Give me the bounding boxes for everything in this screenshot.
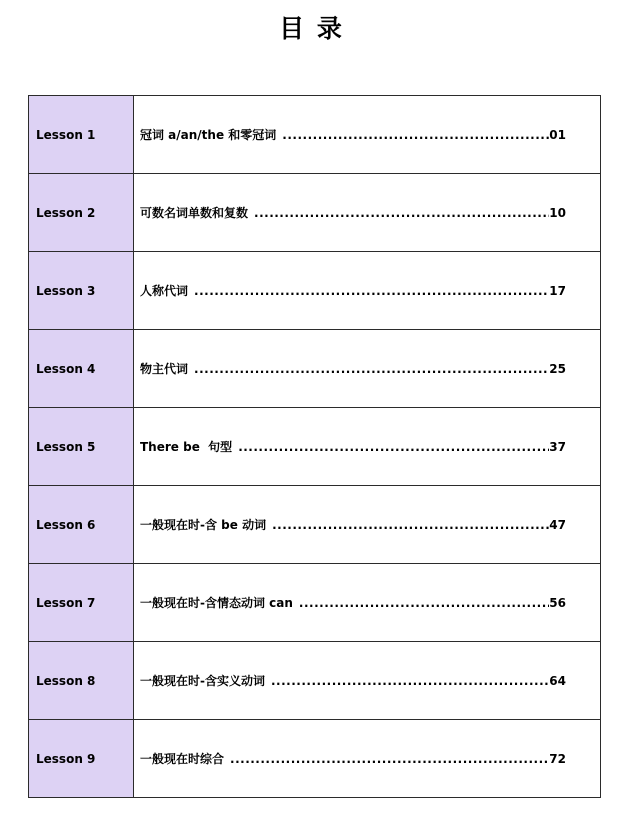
- toc-entry[interactable]: [134, 96, 601, 174]
- toc-entry[interactable]: [134, 642, 601, 720]
- page-number: 25: [549, 362, 566, 376]
- lesson-topic: 一般现在时-含情态动词 can: [140, 596, 293, 610]
- toc-entry[interactable]: [134, 564, 601, 642]
- dot-leader: [238, 440, 549, 454]
- page-title: 目 录: [279, 14, 344, 43]
- dot-leader: [272, 518, 549, 532]
- page-number: 37: [549, 440, 566, 454]
- toc-entry[interactable]: [134, 408, 601, 486]
- toc-row[interactable]: [29, 564, 601, 642]
- page-number: 01: [549, 128, 566, 142]
- toc-row[interactable]: [29, 174, 601, 252]
- toc-entry[interactable]: [134, 486, 601, 564]
- lesson-label: Lesson 5: [29, 408, 134, 486]
- lesson-topic: 一般现在时-含 be 动词: [140, 518, 267, 532]
- lesson-label: Lesson 6: [29, 486, 134, 564]
- lesson-topic: There be 句型: [140, 440, 233, 454]
- lesson-topic: 一般现在时综合: [140, 752, 225, 766]
- lesson-label: Lesson 9: [29, 720, 134, 798]
- lesson-topic: 物主代词: [140, 362, 189, 376]
- lesson-label: Lesson 7: [29, 564, 134, 642]
- toc-row[interactable]: [29, 330, 601, 408]
- lesson-label: Lesson 3: [29, 252, 134, 330]
- page-number: 47: [549, 518, 566, 532]
- page-number: 10: [549, 206, 566, 220]
- lesson-label: Lesson 8: [29, 642, 134, 720]
- lesson-label: Lesson 2: [29, 174, 134, 252]
- toc-entry[interactable]: [134, 174, 601, 252]
- toc-table: [28, 95, 601, 798]
- dot-leader: [271, 674, 549, 688]
- dot-leader: [194, 284, 549, 298]
- page-number: 64: [549, 674, 566, 688]
- dot-leader: [194, 362, 549, 376]
- page-number: 72: [549, 752, 566, 766]
- toc-row[interactable]: [29, 486, 601, 564]
- dot-leader: [254, 206, 549, 220]
- page-number: 56: [549, 596, 566, 610]
- toc-row[interactable]: [29, 720, 601, 798]
- lesson-topic: 人称代词: [140, 284, 189, 298]
- lesson-topic: 可数名词单数和复数: [140, 206, 249, 220]
- page-number: 17: [549, 284, 566, 298]
- dot-leader: [230, 752, 549, 766]
- toc-entry[interactable]: [134, 252, 601, 330]
- lesson-label: Lesson 4: [29, 330, 134, 408]
- toc-entry[interactable]: [134, 720, 601, 798]
- toc-entry[interactable]: [134, 330, 601, 408]
- toc-row[interactable]: [29, 252, 601, 330]
- dot-leader: [282, 128, 549, 142]
- lesson-topic: 一般现在时-含实义动词: [140, 674, 265, 688]
- dot-leader: [299, 596, 549, 610]
- toc-row[interactable]: [29, 642, 601, 720]
- lesson-topic: 冠词 a/an/the 和零冠词: [140, 128, 277, 142]
- toc-row[interactable]: [29, 96, 601, 174]
- lesson-label: Lesson 1: [29, 96, 134, 174]
- toc-row[interactable]: [29, 408, 601, 486]
